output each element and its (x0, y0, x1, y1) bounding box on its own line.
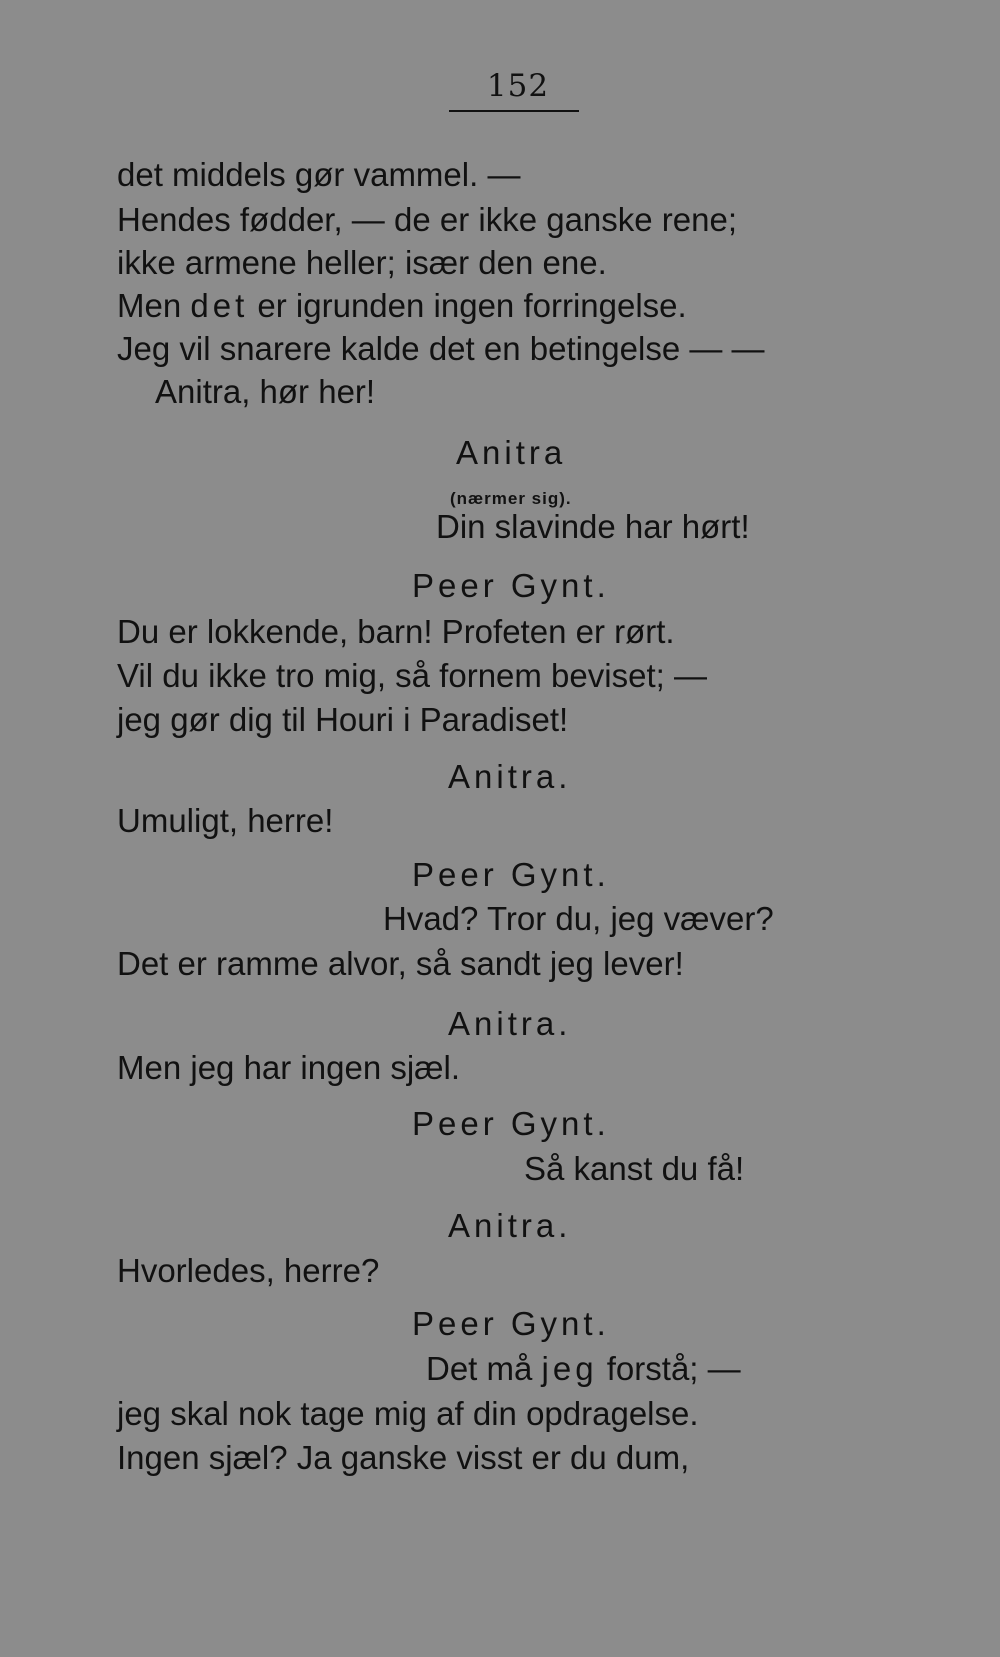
verse-line: Men jeg har ingen sjæl. (117, 1049, 461, 1086)
verse-line: jeg gør dig til Houri i Paradiset! (117, 701, 569, 738)
speaker-name: Peer Gynt. (412, 1105, 610, 1142)
speaker-name: Anitra (456, 434, 567, 471)
page-number: 152 (486, 68, 550, 104)
verse-line: Umuligt, herre! (117, 802, 334, 839)
speaker-name: Peer Gynt. (412, 567, 610, 604)
speaker-name: Anitra. (448, 1207, 572, 1244)
verse-line: Jeg vil snarere kalde det en betingelse — — (117, 330, 765, 367)
speaker-name: Anitra. (448, 1005, 572, 1042)
speaker-name: Anitra. (448, 758, 572, 795)
verse-line: Din slavinde har hørt! (436, 508, 750, 545)
stage-direction: (nærmer sig). (450, 489, 572, 508)
verse-line: jeg skal nok tage mig af din opdragelse. (117, 1395, 699, 1432)
verse-line: Hvorledes, herre? (117, 1252, 380, 1289)
verse-line: ikke armene heller; især den ene. (117, 244, 607, 281)
verse-line: Hendes fødder, — de er ikke ganske rene; (117, 201, 738, 238)
verse-fragment: Det må (426, 1350, 542, 1387)
emphasized-word: det (190, 287, 249, 324)
verse-line: Vil du ikke tro mig, så fornem beviset; — (117, 657, 707, 694)
verse-line (117, 286, 687, 326)
page-number-rule (449, 110, 579, 112)
verse-line: Du er lokkende, barn! Profeten er rørt. (117, 613, 675, 650)
verse-fragment: er igrunden ingen forringelse. (248, 287, 687, 324)
verse-line: Hvad? Tror du, jeg væver? (383, 900, 774, 937)
verse-line: Anitra, hør her! (155, 373, 376, 410)
verse-line (426, 1349, 741, 1389)
verse-fragment: Men (117, 287, 191, 324)
verse-line: Ingen sjæl? Ja ganske visst er du dum, (117, 1439, 690, 1476)
speaker-name: Peer Gynt. (412, 1305, 610, 1342)
verse-line: det middels gør vammel. — (117, 156, 521, 193)
emphasized-word: jeg (541, 1350, 598, 1387)
verse-line: Det er ramme alvor, så sandt jeg lever! (117, 945, 684, 982)
speaker-name: Peer Gynt. (412, 856, 610, 893)
verse-fragment: forstå; — (597, 1350, 741, 1387)
verse-line: Så kanst du få! (524, 1150, 745, 1187)
